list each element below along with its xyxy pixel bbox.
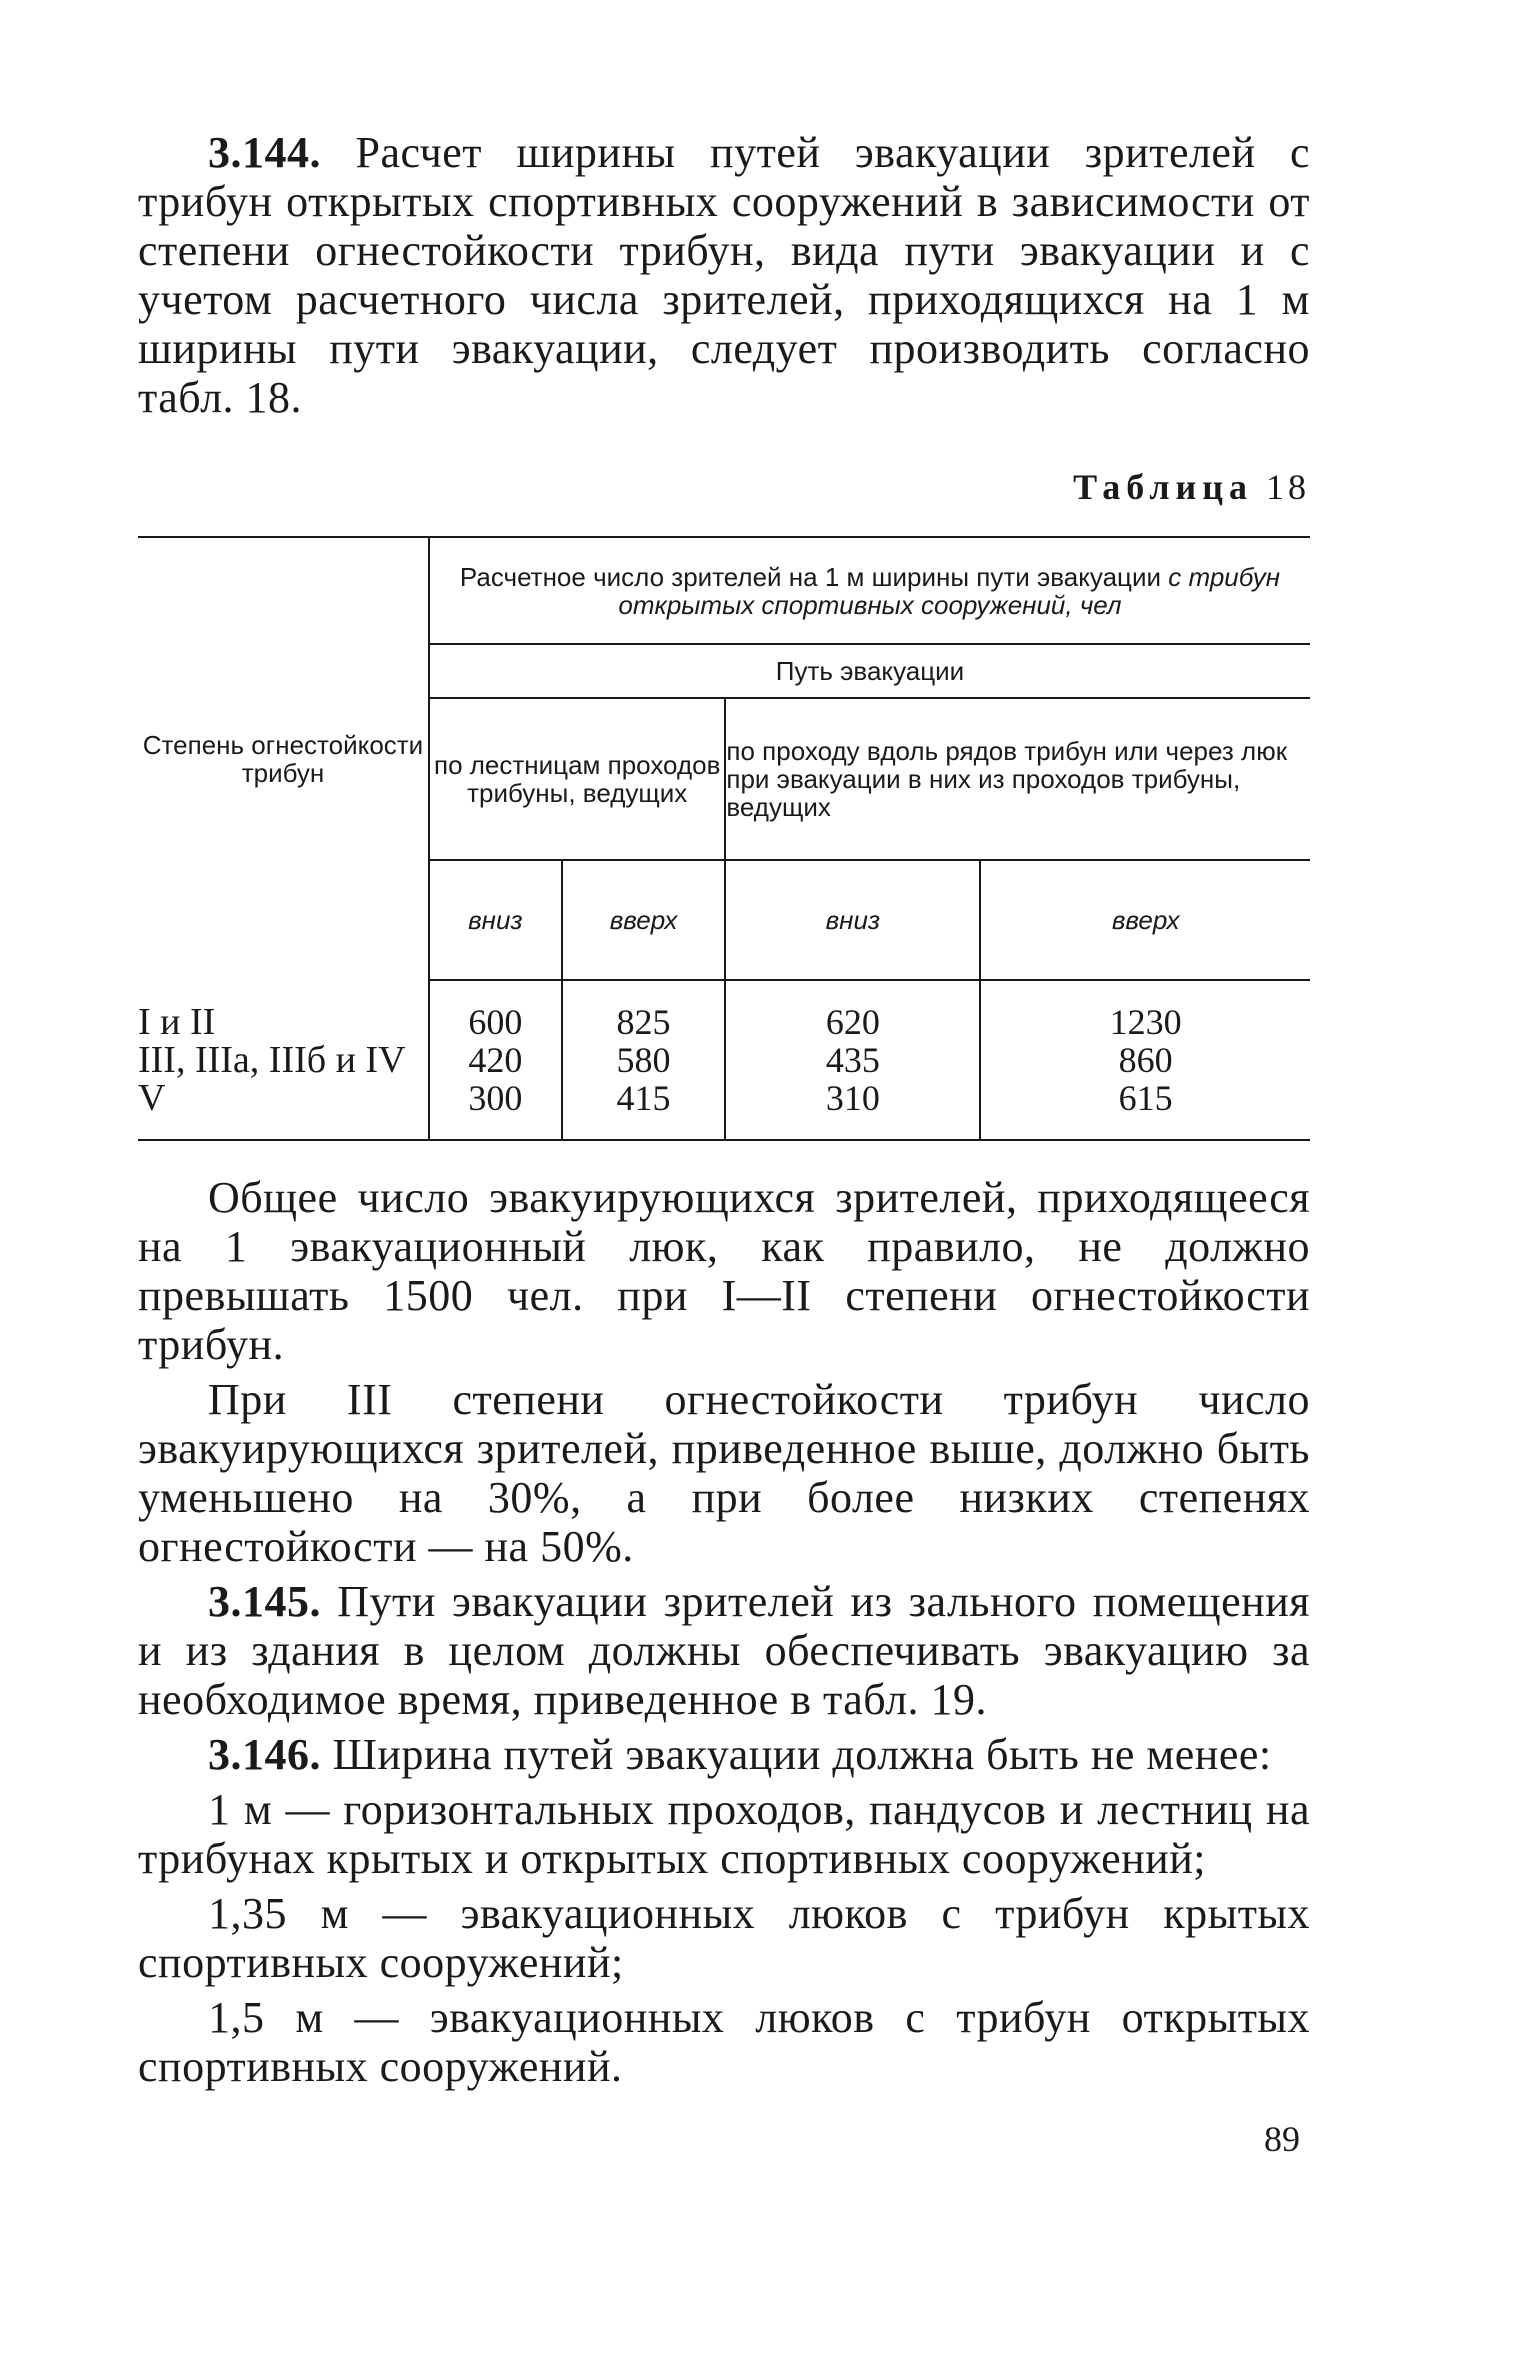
table-cell: 415 (562, 1079, 726, 1140)
table-cell: 580 (562, 1041, 726, 1079)
top-header (429, 537, 1310, 644)
table-row (138, 980, 1310, 1041)
stairs-up-header: вверх (562, 860, 726, 980)
table-cell: 620 (725, 980, 980, 1041)
list-item: 1,5 м — эвакуационных люков с трибун открытых спортивных сооружений. (138, 1993, 1310, 2091)
aisles-header: по проходу вдоль рядов трибун или через люк при эвакуации в них из проходов трибуны, ведущих (725, 698, 1310, 860)
paragraph-text: Пути эвакуации зрителей из зального помещения и из здания в целом должны обеспечивать эвакуацию за необходимое время, приведенное в табл. 19. (138, 1577, 1310, 1724)
paragraph-3-144 (138, 128, 1310, 422)
body-text (138, 1173, 1310, 2091)
table-cell: 420 (429, 1041, 562, 1079)
aisles-down-header: вниз (725, 860, 980, 980)
clause-number: 3.145. (208, 1577, 321, 1626)
table-cell: 860 (1118, 1040, 1173, 1080)
row-label: I и II (138, 980, 429, 1041)
page-number: 89 (1264, 2119, 1300, 2159)
stairs-header: по лестницам проходов трибуны, ведущих (429, 698, 725, 860)
paragraph-degree-reduction: При III степени огнестойкости трибун число эвакуирующихся зрителей, приведенное выше, должно быть уменьшено на 30%, а при более низких степенях огнестойкости — на 50%. (138, 1375, 1310, 1571)
stairs-down-header: вниз (429, 860, 562, 980)
list-item: 1,35 м — эвакуационных люков с трибун крытых спортивных сооружений; (138, 1889, 1310, 1987)
top-header-bold: Расчетное число зрителей на 1 м ширины пути эвакуации (459, 561, 1161, 592)
clause-number: 3.144. (208, 128, 321, 177)
table-cell: 435 (725, 1041, 980, 1079)
row-label: V (138, 1079, 429, 1140)
table-cell: 615 (1118, 1078, 1173, 1118)
paragraph-evac-hatch: Общее число эвакуирующихся зрителей, приходящееся на 1 эвакуационный люк, как правило, не должно превышать 1500 чел. при I—II степени огнестойкости трибун. (138, 1173, 1310, 1369)
path-header: Путь эвакуации (429, 644, 1310, 698)
paragraph-3-146 (138, 1730, 1310, 1779)
table-cell: 600 (429, 980, 562, 1041)
table-row (138, 1041, 1310, 1079)
table-18 (138, 536, 1310, 1141)
table-caption-number: 18 (1266, 467, 1310, 507)
clause-number: 3.146. (208, 1730, 321, 1779)
table-cell: 825 (562, 980, 726, 1041)
table-cell: 310 (725, 1079, 980, 1140)
degree-header: Степень огнестойкости трибун (138, 537, 429, 980)
aisles-up-header: вверх (980, 860, 1310, 980)
table-caption-word: Таблица (1073, 467, 1253, 507)
row-label: III, IIIа, IIIб и IV (138, 1041, 429, 1079)
paragraph-3-145 (138, 1577, 1310, 1724)
table-cell: 1230 (1109, 1002, 1182, 1042)
table-cell: 300 (429, 1079, 562, 1140)
document-page (138, 128, 1310, 2097)
table-caption (138, 466, 1310, 508)
table-row (138, 1079, 1310, 1140)
paragraph-text: Расчет ширины путей эвакуации зрителей с трибун открытых спортивных сооружений в зависимости от степени огнестойкости трибун, вида пути эвакуации и с учетом расчетного числа зрителей, приходящихся на 1 м ширины пути эвакуации, следует производить согласно табл. 18. (138, 128, 1311, 422)
top-header-italic: с трибун открытых спортивных сооружений, чел (618, 561, 1281, 620)
list-item: 1 м — горизонтальных проходов, пандусов и лестниц на трибунах крытых и открытых спортивных сооружений; (138, 1785, 1310, 1883)
paragraph-text: Ширина путей эвакуации должна быть не менее: (332, 1730, 1272, 1779)
